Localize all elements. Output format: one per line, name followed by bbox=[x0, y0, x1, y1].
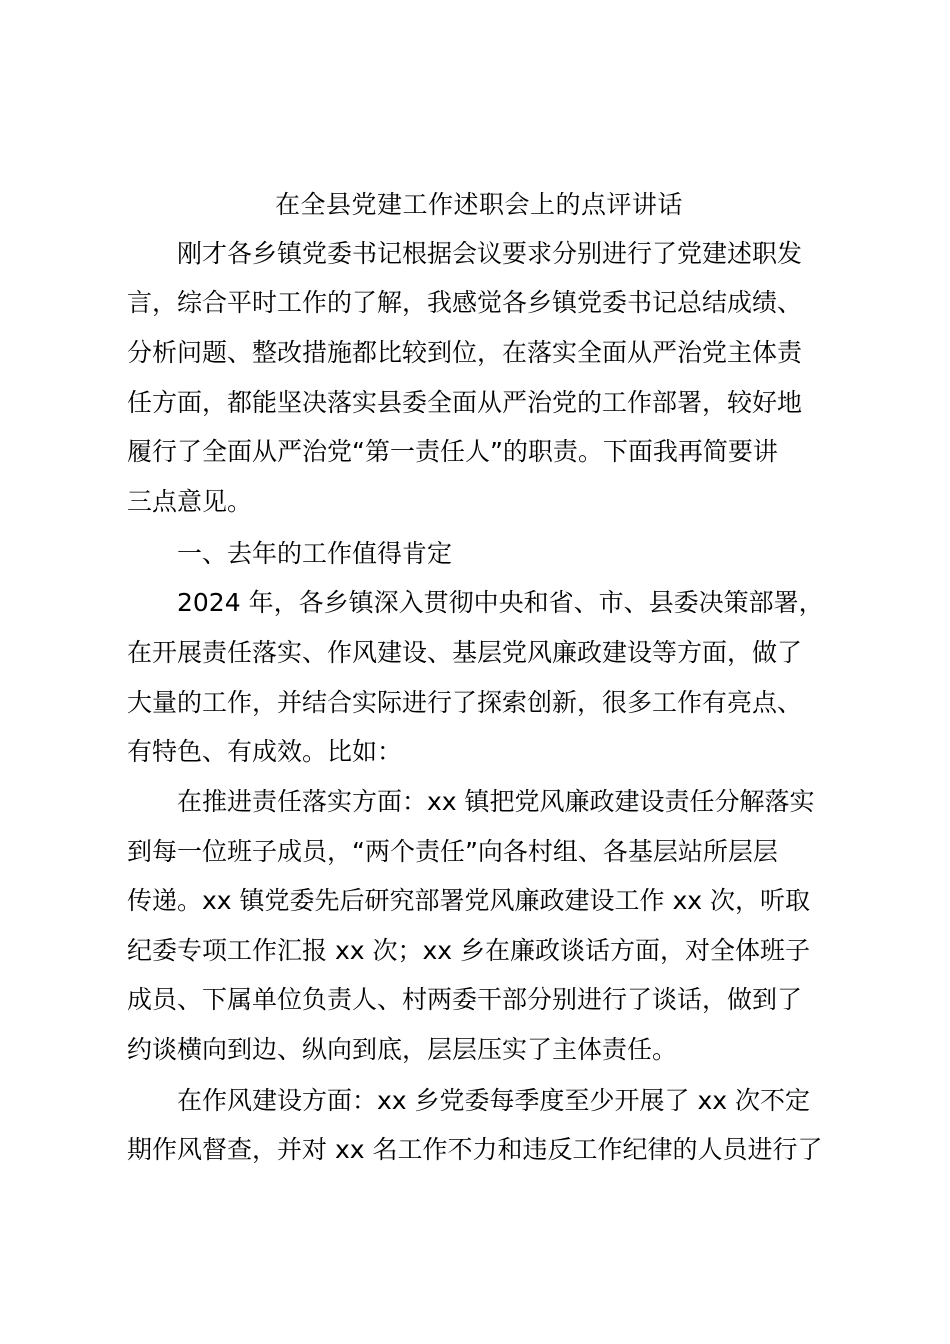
paragraph-line: 有特色、有成效。比如： bbox=[127, 737, 403, 766]
paragraph-line: 履行了全面从严治党“第一责任人”的职责。下面我再简要讲 bbox=[127, 437, 778, 466]
paragraph-line: 在推进责任落实方面：xx 镇把党风廉政建设责任分解落实 bbox=[177, 787, 815, 816]
paragraph-line: 任方面，都能坚决落实县委全面从严治党的工作部署，较好地 bbox=[127, 388, 803, 417]
paragraph-line: 约谈横向到边、纵向到底，层层压实了主体责任。 bbox=[127, 1035, 678, 1064]
paragraph-line: 言，综合平时工作的了解，我感觉各乡镇党委书记总结成绩、 bbox=[127, 288, 803, 317]
paragraph-line: 大量的工作，并结合实际进行了探索创新，很多工作有亮点、 bbox=[127, 688, 803, 717]
paragraph-line: 期作风督查，并对 xx 名工作不力和违反工作纪律的人员进行了 bbox=[127, 1135, 823, 1164]
paragraph-line: 在开展责任落实、作风建设、基层党风廉政建设等方面，做了 bbox=[127, 638, 803, 667]
section-heading: 一、去年的工作值得肯定 bbox=[177, 539, 453, 568]
paragraph-line: 刚才各乡镇党委书记根据会议要求分别进行了党建述职发 bbox=[177, 239, 803, 268]
document-title: 在全县党建工作述职会上的点评讲话 bbox=[274, 190, 683, 219]
paragraph-line: 分析问题、整改措施都比较到位，在落实全面从严治党主体责 bbox=[127, 338, 803, 367]
paragraph-line: 到每一位班子成员，“两个责任”向各村组、各基层站所层层 bbox=[127, 837, 778, 866]
paragraph-line: 三点意见。 bbox=[127, 487, 253, 516]
paragraph-line: 纪委专项工作汇报 xx 次；xx 乡在廉政谈话方面，对全体班子 bbox=[127, 936, 811, 965]
paragraph-line: 2024 年，各乡镇深入贯彻中央和省、市、县委决策部署， bbox=[177, 588, 824, 617]
paragraph-line: 在作风建设方面：xx 乡党委每季度至少开展了 xx 次不定 bbox=[177, 1086, 811, 1115]
paragraph-line: 成员、下属单位负责人、村两委干部分别进行了谈话，做到了 bbox=[127, 985, 803, 1014]
paragraph-line: 传递。xx 镇党委先后研究部署党风廉政建设工作 xx 次，听取 bbox=[127, 886, 811, 915]
